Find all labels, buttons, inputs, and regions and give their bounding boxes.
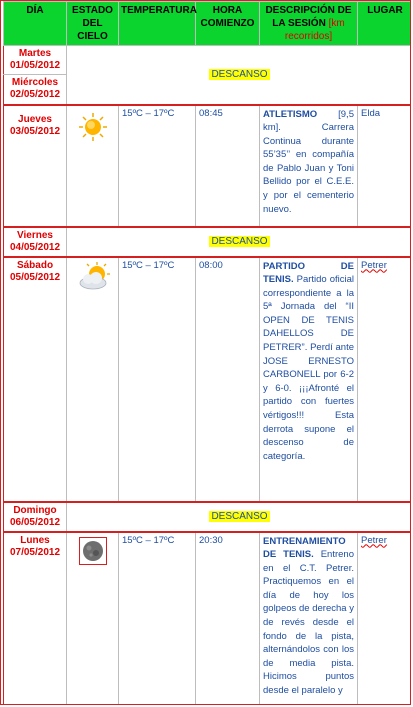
day-name: Miércoles: [11, 77, 59, 88]
day-name: Martes: [18, 48, 52, 59]
desc-cell: [260, 257, 358, 502]
day-cell: [4, 46, 67, 75]
header-descripcion: [260, 2, 358, 46]
sky-cell: [67, 532, 119, 706]
row-sabado: [4, 257, 412, 502]
day-name: Jueves: [18, 113, 52, 125]
day-name: Sábado: [16, 259, 54, 271]
day-date: 04/05/2012: [9, 241, 61, 253]
moon-icon: [79, 537, 107, 565]
day-cell: [4, 502, 67, 532]
day-cell: [4, 105, 67, 227]
training-log-table: [3, 1, 411, 705]
lugar-text: Petrer: [361, 534, 387, 546]
rest-cell: [67, 46, 412, 105]
sky-cell: [67, 105, 119, 227]
lugar-cell: Elda: [358, 105, 412, 227]
day-name: Lunes: [20, 534, 50, 546]
row-martes: [4, 46, 412, 75]
header-row: [4, 2, 412, 46]
row-viernes: [4, 227, 412, 257]
row-jueves: [4, 105, 412, 227]
row-domingo: [4, 502, 412, 532]
day-date: 07/05/2012: [9, 546, 61, 558]
desc-cell: [260, 532, 358, 706]
header-hora: HORA COMIENZO: [196, 2, 260, 46]
day-cell: [4, 75, 67, 105]
day-date: 03/05/2012: [9, 125, 61, 137]
desc-text: Entreno en el C.T. Petrer. Practiquemos en el día de hoy los golpeos de derecha y de revés desde el fondo de la pista, alternándolos con los de media pista. Hicimos puntos desde el paralelo y: [263, 549, 354, 697]
temp-cell: 15ºC – 17ºC: [119, 532, 196, 706]
sky-cell: [67, 257, 119, 502]
rest-label: DESCANSO: [211, 511, 268, 522]
lugar-cell: [358, 532, 412, 706]
lugar-text: Petrer: [361, 259, 387, 271]
lugar-cell: [358, 257, 412, 502]
day-cell: [4, 227, 67, 257]
rest-cell: [67, 502, 412, 532]
day-date: 01/05/2012: [9, 60, 61, 71]
desc-title: ATLETISMO: [263, 108, 318, 120]
header-lugar: LUGAR: [358, 2, 412, 46]
desc-text: Partido oficial correspondiente a la 5ª Jornada del “II OPEN DE TENIS DAHELLOS DE PETRER”. Perdí ante JOSE ERNESTO CARBONELL por 6-2 y 6-0. ¡¡¡Afronté el partido con fuertes vértigos!!! Esta derrota supone el descenso de categoría.: [263, 274, 354, 462]
day-date: 06/05/2012: [9, 516, 61, 528]
rest-label: DESCANSO: [211, 236, 268, 247]
hora-cell: 20:30: [196, 532, 260, 706]
rest-cell: [67, 227, 412, 257]
day-name: Domingo: [13, 504, 57, 516]
temp-cell: 15ºC – 17ºC: [119, 105, 196, 227]
row-lunes: [4, 532, 412, 706]
header-dia: DÍA: [4, 2, 67, 46]
rest-label: DESCANSO: [211, 69, 268, 81]
day-date: 05/05/2012: [9, 271, 61, 283]
day-cell: [4, 257, 67, 502]
temp-cell: 15ºC – 17ºC: [119, 257, 196, 502]
desc-title: ENTRENAMIENTO DE TENIS.: [263, 535, 346, 561]
desc-title: PARTIDO DE TENIS.: [263, 260, 354, 286]
header-desc-label: DESCRIPCIÓN DE LA SESIÓN: [265, 5, 352, 29]
desc-cell: [260, 105, 358, 227]
desc-text: [9,5 km]. Carrera Continua durante 55’35’’ en compañía de Pablo Juan y Toni Bellido por el C.E.E. y por el cementerio nuevo.: [263, 108, 354, 215]
sun-icon: [77, 112, 109, 142]
partly-cloudy-icon: [77, 262, 109, 292]
header-estado: ESTADO DEL CIELO: [67, 2, 119, 46]
day-cell: [4, 532, 67, 706]
day-name: Viernes: [17, 229, 53, 241]
header-desc-unit: [km recorridos]: [284, 18, 345, 42]
header-temperatura: TEMPERATURA: [119, 2, 196, 46]
hora-cell: 08:00: [196, 257, 260, 502]
day-date: 02/05/2012: [9, 89, 61, 100]
hora-cell: 08:45: [196, 105, 260, 227]
